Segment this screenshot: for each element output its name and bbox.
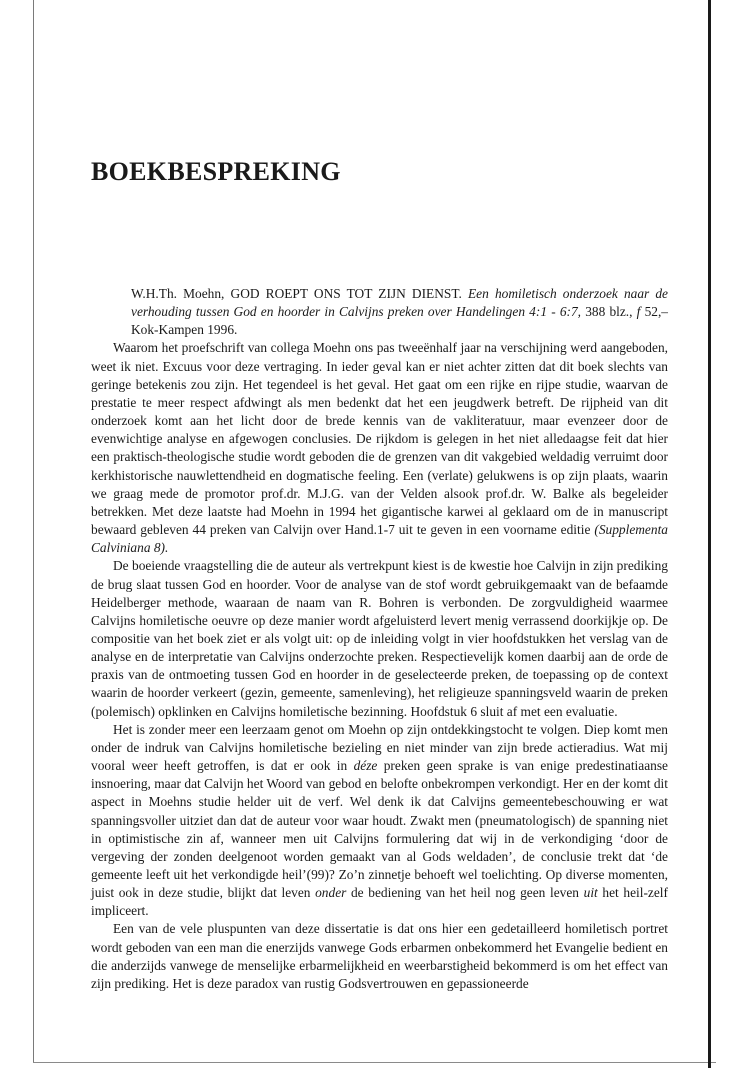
paragraph-3: Het is zonder meer een leerzaam genot om Moehn op zijn ontdekkingstocht te volgen. Diep komt men onder de indruk van Calvijns homiletische bezieling en niet minder van zijn brede actieradius. Wat mij vooral weer heeft getroffen, is dat er ook in déze preken geen sprake is van enige predestinatiaanse insnoering, maar dat Calvijn het Woord van gebod en belofte onbekrompen verkondigt. Her en der komt dit aspect in Moehns studie helder uit de verf. Wel denk ik dat Calvijns gemeentebeschouwing er wat spanningsvoller uitziet dan dat de auteur voor waar houdt. Zwakt men (pneumatologisch) de spanning niet in optimistische zin af, wanneer men uit Calvijns formulering dat wij in de verkondiging ‘door de vergeving der zonden deelgenoot worden gemaakt van al Gods weldaden’, de conclusie trekt dat ‘de gemeente leeft uit het verkondigde heil’(99)? Zo’n zinnetje behoeft wel toelichting. Op diverse momenten, juist ook in deze studie, blijkt dat leven onder de bediening van het heil nog geen leven uit het heil-zelf impliceert. bbox=[91, 721, 668, 919]
paragraph-4: Een van de vele pluspunten van deze dissertatie is dat ons hier een gedetailleerd homiletisch portret wordt geboden van een man die enerzijds vanwege Gods erbarmen onbekommerd het Evangelie bedient en die anderzijds vanwege de menselijke erbarmelijkheid en weerbarstigheid bekommerd is om het effect van zijn prediking. Het is deze paradox van rustig Godsvertrouwen en gepassioneerde bbox=[91, 921, 668, 991]
price-symbol: f bbox=[636, 304, 641, 320]
paragraph-2: De boeiende vraagstelling die de auteur als vertrekpunt kiest is de kwestie hoe Calvijn in zijn prediking de brug slaat tussen God en hoorder. Voor de analyse van de stof wordt gebruikgemaakt van de befaamde Heidelberger methode, waaraan de naam van R. Bohren is verbonden. De zorgvuldigheid waarmee Calvijns homiletische oeuvre op deze manier wordt afgeluisterd levert menig verrassend doorkijkje op. De compositie van het boek ziet er als volgt uit: op de inleiding volgt in vier hoofdstukken het verslag van de analyse en de interpretatie van Calvijns onderzochte preken. Respectievelijk komen daarbij aan de orde de praxis van de ontmoeting tussen God en hoorder in de geselecteerde preken, de toepassing op de context waarin de hoorder verkeert (gezin, gemeente, samenleving), het religieuze spanningsveld waarin de preken (polemisch) opklinken en Calvijns homiletische bezinning. Hoofdstuk 6 sluit af met een evaluatie. bbox=[91, 558, 668, 719]
book-reference bbox=[91, 285, 668, 339]
book-author-title: W.H.Th. Moehn, GOD ROEPT ONS TOT ZIJN DIENST. bbox=[131, 286, 468, 301]
page-right-edge bbox=[708, 0, 711, 1068]
book-details: 388 blz., bbox=[581, 304, 637, 320]
page-title: BOEKBESPREKING bbox=[91, 157, 341, 186]
book-subtitle: Een homiletisch onderzoek naar de verhouding tussen God en hoorder in Calvijns preken over Handelingen 4:1 - 6:7, bbox=[131, 286, 669, 320]
page-left-edge bbox=[33, 0, 34, 1062]
review-body bbox=[91, 285, 668, 993]
page-bottom-edge bbox=[33, 1062, 716, 1063]
paragraph-1: Waarom het proefschrift van collega Moehn ons pas tweeënhalf jaar na verschijning werd aangeboden, weet ik niet. Excuus voor deze vertraging. In ieder geval kan er niet achter zitten dat dit boek slechts van geringe betekenis zou zijn. Het tegendeel is het geval. Het gaat om een rijke en rijpe studie, waarvan de prestatie te meer respect afdwingt als men bedenkt dat het een jeugdwerk betreft. De rijpheid van dit onderzoek komt aan het licht door de brede kennis van de vakliteratuur, maar evenzeer door de evenwichtige analyse en afgewogen conclusies. De rijkdom is gelegen in het niet alledaagse feit dat hier een praktisch-theologische studie wordt geboden die de grenzen van dit vakgebied weldadig verruimt door kerkhistorische nauwlettendheid en dogmatische feeling. Een (verlate) gelukwens is op zijn plaats, waarin we graag mede de promotor prof.dr. M.J.G. van der Velden alsook prof.dr. W. Balke als begeleider betrekken. Met deze laatste had Moehn in 1994 het gigantische karwei al geklaard om de in manuscript bewaard gebleven 44 preken van Calvijn over Hand.1-7 uit te geven in een voorname editie (Supplementa Calviniana 8). bbox=[91, 340, 668, 556]
book-price-publisher: 52,– Kok-Kampen 1996. bbox=[131, 304, 669, 338]
